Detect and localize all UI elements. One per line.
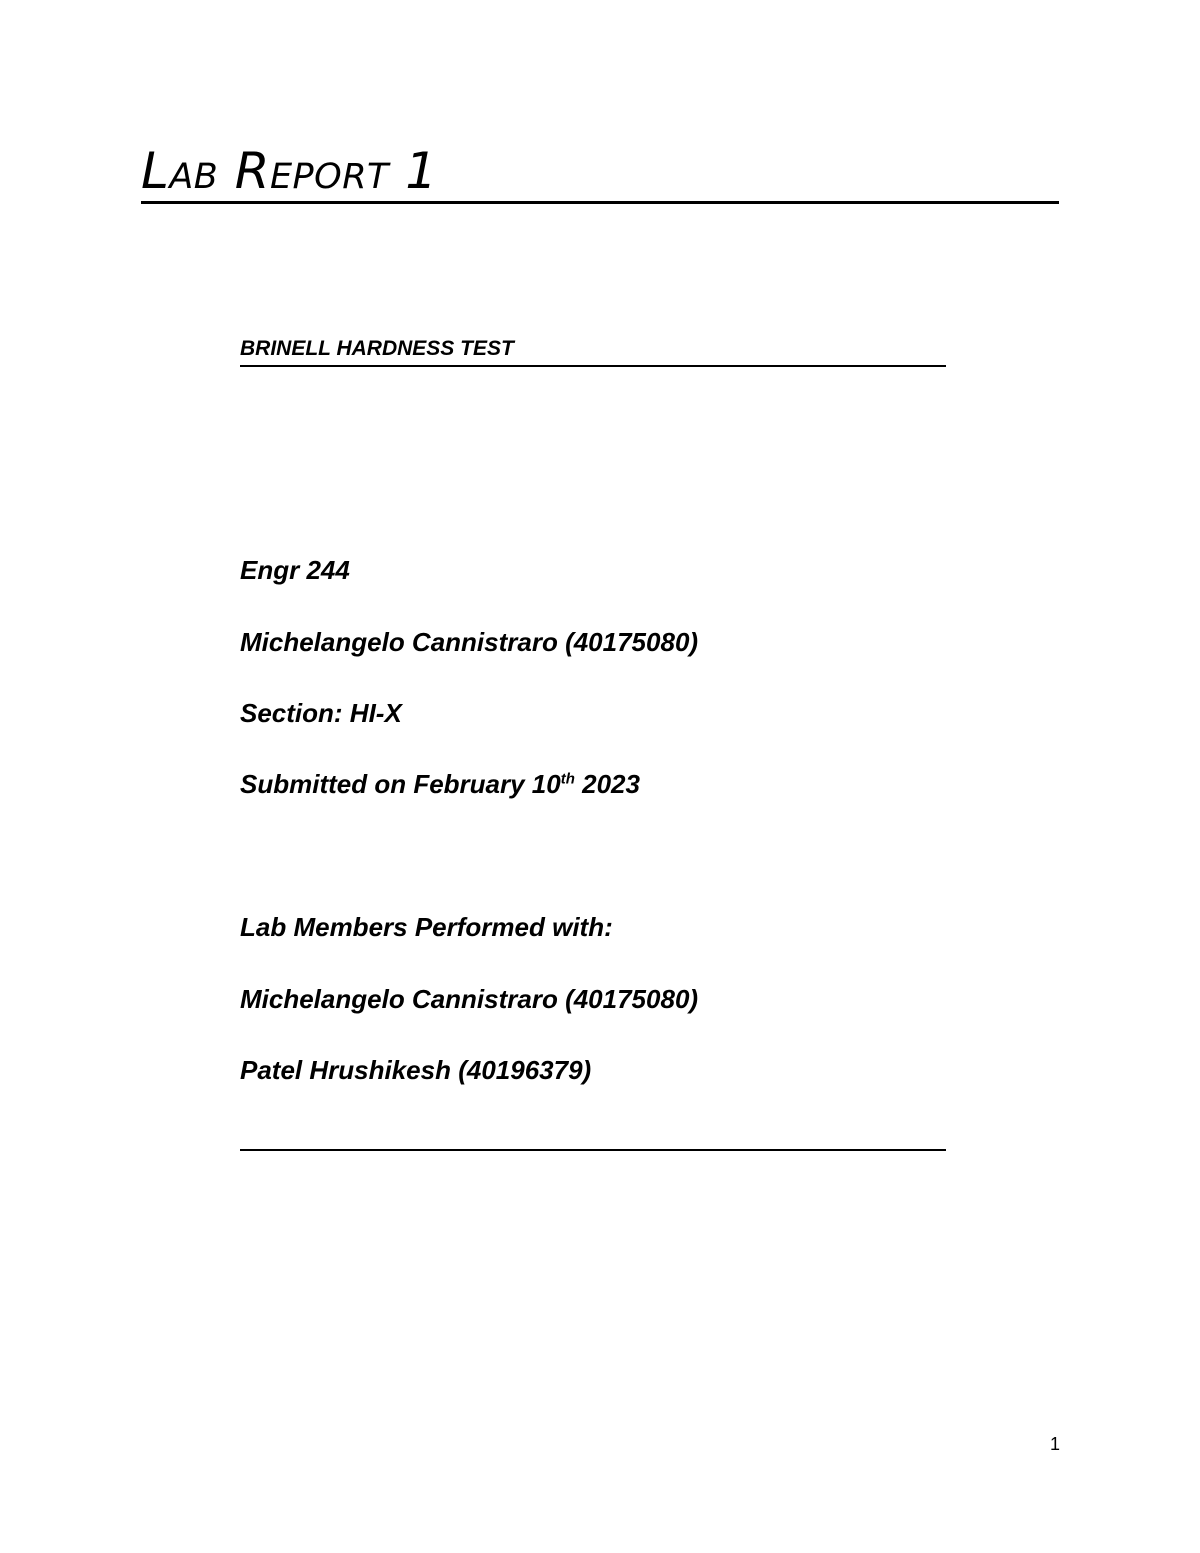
title-underline: [141, 201, 1059, 204]
report-subtitle: BRINELL HARDNESS TEST: [240, 337, 514, 360]
submission-date: [240, 767, 640, 801]
course-code: Engr 244: [240, 555, 350, 585]
member-item: Michelangelo Cannistraro (40175080): [240, 984, 699, 1014]
submission-date-year: 2023: [574, 769, 640, 799]
members-heading: Lab Members Performed with:: [240, 912, 613, 942]
submission-date-ordinal: th: [560, 770, 575, 788]
member-item: Patel Hrushikesh (40196379): [240, 1055, 592, 1085]
author-name: Michelangelo Cannistraro (40175080): [240, 627, 699, 657]
page-number: 1: [1049, 1434, 1060, 1454]
section-label: Section: HI-X: [240, 698, 402, 728]
subtitle-underline: [240, 365, 946, 367]
submission-date-prefix: Submitted on February 10: [240, 769, 561, 799]
closing-rule: [240, 1149, 946, 1151]
report-title: Lab Report 1: [141, 142, 438, 200]
